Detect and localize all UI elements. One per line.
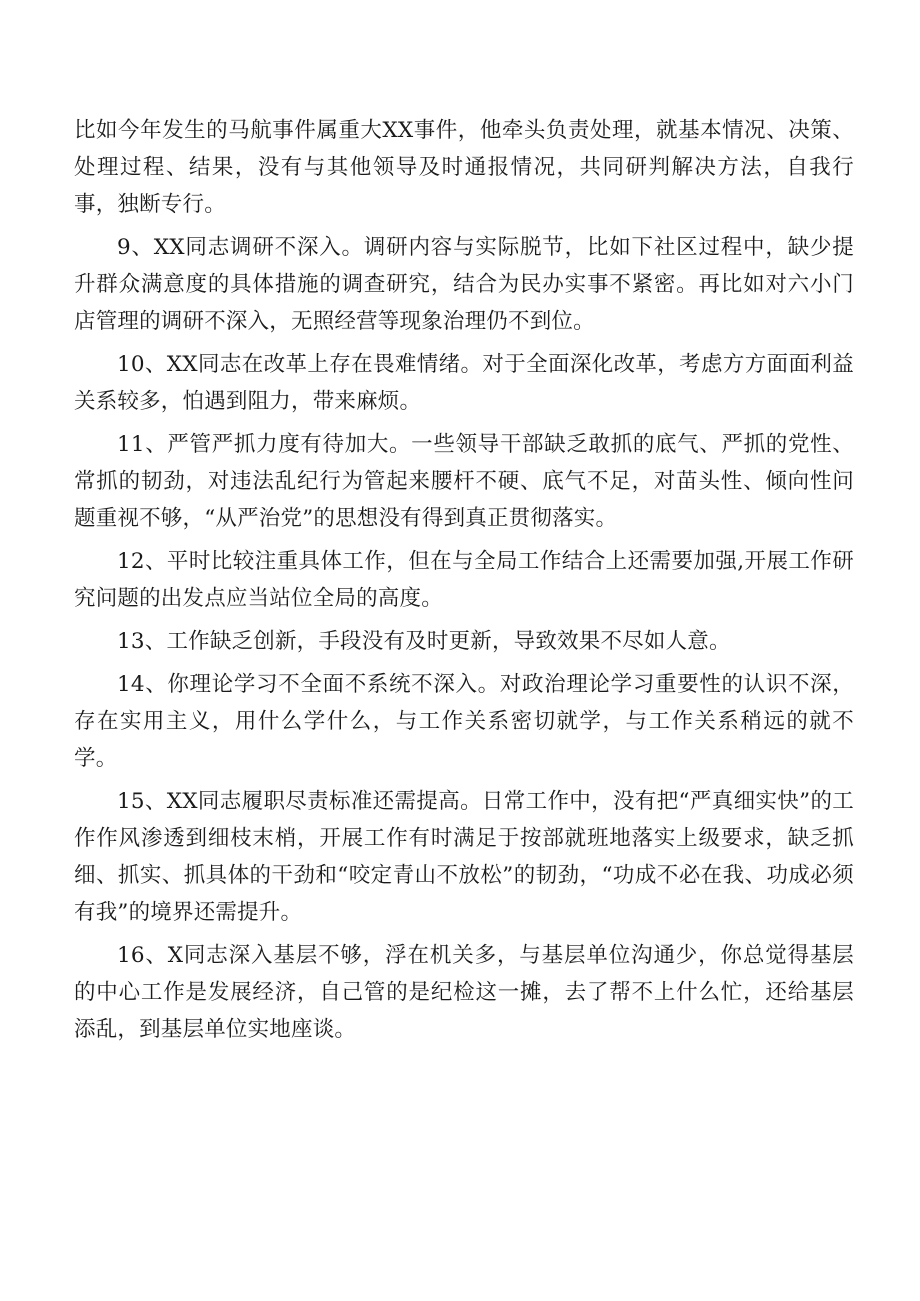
paragraph-item-12: 12、平时比较注重具体工作，但在与全局工作结合上还需要加强,开展工作研究问题的出发点应当站位全局的高度。: [74, 549, 854, 611]
paragraph-item-10: 10、XX同志在改革上存在畏难情绪。对于全面深化改革，考虑方方面面利益关系较多，怕遇到阻力，带来麻烦。: [74, 352, 854, 414]
paragraph-item-13: 13、工作缺乏创新，手段没有及时更新，导致效果不尽如人意。: [117, 629, 731, 654]
paragraph-item-14: 14、你理论学习不全面不系统不深入。对政治理论学习重要性的认识不深，存在实用主义，用什么学什么，与工作关系密切就学，与工作关系稍远的就不学。: [74, 672, 854, 771]
paragraph-item-15: 15、XX同志履职尽责标准还需提高。日常工作中，没有把“严真细实快”的工作作风渗透到细枝末梢，开展工作有时满足于按部就班地落实上级要求，缺乏抓细、抓实、抓具体的干劲和“咬定青山不放松”的韧劲，“功成不必在我、功成必须有我”的境界还需提升。: [74, 789, 854, 925]
paragraph-item-11: 11、严管严抓力度有待加大。一些领导干部缺乏敢抓的底气、严抓的党性、常抓的韧劲，对违法乱纪行为管起来腰杆不硬、底气不足，对苗头性、倾向性问题重视不够，“从严治党”的思想没有得到真正贯彻落实。: [74, 432, 854, 531]
paragraph-item-9: 9、XX同志调研不深入。调研内容与实际脱节，比如下社区过程中，缺少提升群众满意度的具体措施的调查研究，结合为民办实事不紧密。再比如对六小门店管理的调研不深入，无照经营等现象治理仍不到位。: [74, 235, 854, 334]
document-body: [74, 112, 854, 1054]
paragraph-item-16: 16、X同志深入基层不够，浮在机关多，与基层单位沟通少，你总觉得基层的中心工作是发展经济，自己管的是纪检这一摊，去了帮不上什么忙，还给基层添乱，到基层单位实地座谈。: [74, 943, 854, 1042]
paragraph-continuation: 比如今年发生的马航事件属重大XX事件，他牵头负责处理，就基本情况、决策、处理过程、结果，没有与其他领导及时通报情况，共同研判解决方法，自我行事，独断专行。: [74, 118, 854, 217]
